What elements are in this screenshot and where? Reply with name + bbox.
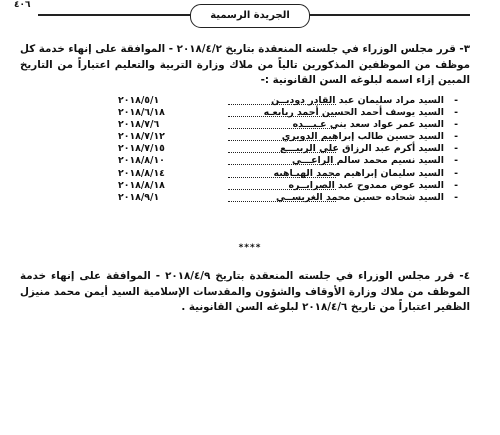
list-item [118, 119, 458, 131]
dotted-leader [228, 189, 336, 190]
employee-name: السيد شحاده حسين محمد الغريســي [275, 191, 444, 203]
list-item [118, 143, 458, 155]
dotted-leader [228, 164, 336, 165]
list-item [118, 192, 458, 204]
list-dash: - [454, 119, 458, 131]
retirement-date: ٢٠١٨/٩/١ [118, 191, 160, 203]
item-number: ٤- [459, 270, 470, 282]
list-dash: - [454, 143, 458, 155]
list-dash: - [454, 167, 458, 179]
item-text: قرر مجلس الوزراء في جلسته المنعقدة بتاريخ ٢٠١٨/٤/٩ - الموافقة على إنهاء خدمة الموظف من ملاك وزارة الأوقاف والشؤون والمقدسات الإسلامية السيد أيمن محمد منيزل الظفير اعتباراً من تاريخ ٢٠١٨/٤/٦ لبلوغه السن القانونية . [20, 270, 470, 313]
dotted-leader [228, 104, 336, 105]
dotted-leader [228, 177, 336, 178]
list-item [118, 95, 458, 107]
list-dash: - [454, 95, 458, 106]
employee-name: السيد عمر عواد سعد بني عـبـــده [292, 119, 444, 131]
retirement-date: ٢٠١٨/٧/١٢ [118, 131, 165, 143]
item-text: قرر مجلس الوزراء في جلسته المنعقدة بتاريخ ٢٠١٨/٤/٢ - الموافقة على إنهاء خدمة كل موظف من الموظفين المذكورين تالياً من ملاك وزارة التربية والتعليم اعتباراً من التاريخ المبين إزاء اسمه لبلوغه السن القانونية :- [20, 43, 470, 86]
item-number: ٣- [459, 43, 470, 55]
list-item [118, 168, 458, 180]
retirement-date: ٢٠١٨/٨/١٤ [118, 167, 165, 179]
decision-item-3 [20, 42, 470, 89]
retirement-date: ٢٠١٨/٧/٦ [118, 119, 160, 131]
decision-item-4 [20, 269, 470, 316]
dotted-leader [228, 201, 336, 202]
separator: **** [238, 243, 262, 253]
list-item [118, 155, 458, 167]
list-dash: - [454, 179, 458, 191]
retirement-date: ٢٠١٨/٨/١٠ [118, 155, 165, 167]
employee-list [118, 95, 458, 204]
employee-name: السيد سليمان إبراهيم محمد الهيـاهبه [273, 167, 444, 179]
retirement-date: ٢٠١٨/٨/١٨ [118, 179, 165, 191]
dotted-leader [228, 152, 336, 153]
retirement-date: ٢٠١٨/٥/١ [118, 95, 160, 106]
employee-name: السيد نسيم محمد سالم الراعـــي [292, 155, 444, 167]
list-dash: - [454, 131, 458, 143]
list-item [118, 180, 458, 192]
list-dash: - [454, 107, 458, 119]
list-dash: - [454, 191, 458, 203]
gazette-title: الجريدة الرسمية [190, 4, 310, 28]
retirement-date: ٢٠١٨/٧/١٥ [118, 143, 165, 155]
employee-name: السيد يوسف أحمد الحسين أحمد ربابعـه [263, 107, 444, 119]
employee-name: السيد حسين طالب إبراهيم الدويري [281, 131, 444, 143]
employee-name: السيد أكرم عبد الرزاق علي الربيـــع [279, 143, 444, 155]
list-item [118, 131, 458, 143]
dotted-leader [228, 140, 336, 141]
retirement-date: ٢٠١٨/٦/١٨ [118, 107, 165, 119]
employee-name: السيد عوض ممدوح عبد الصرايــره [288, 179, 444, 191]
page-number: ٤٠٦ [14, 0, 31, 10]
list-dash: - [454, 155, 458, 167]
dotted-leader [228, 128, 336, 129]
employee-name: السيد مراد سليمان عبد القادر دوديــن [271, 95, 444, 106]
list-item [118, 107, 458, 119]
dotted-leader [228, 116, 336, 117]
